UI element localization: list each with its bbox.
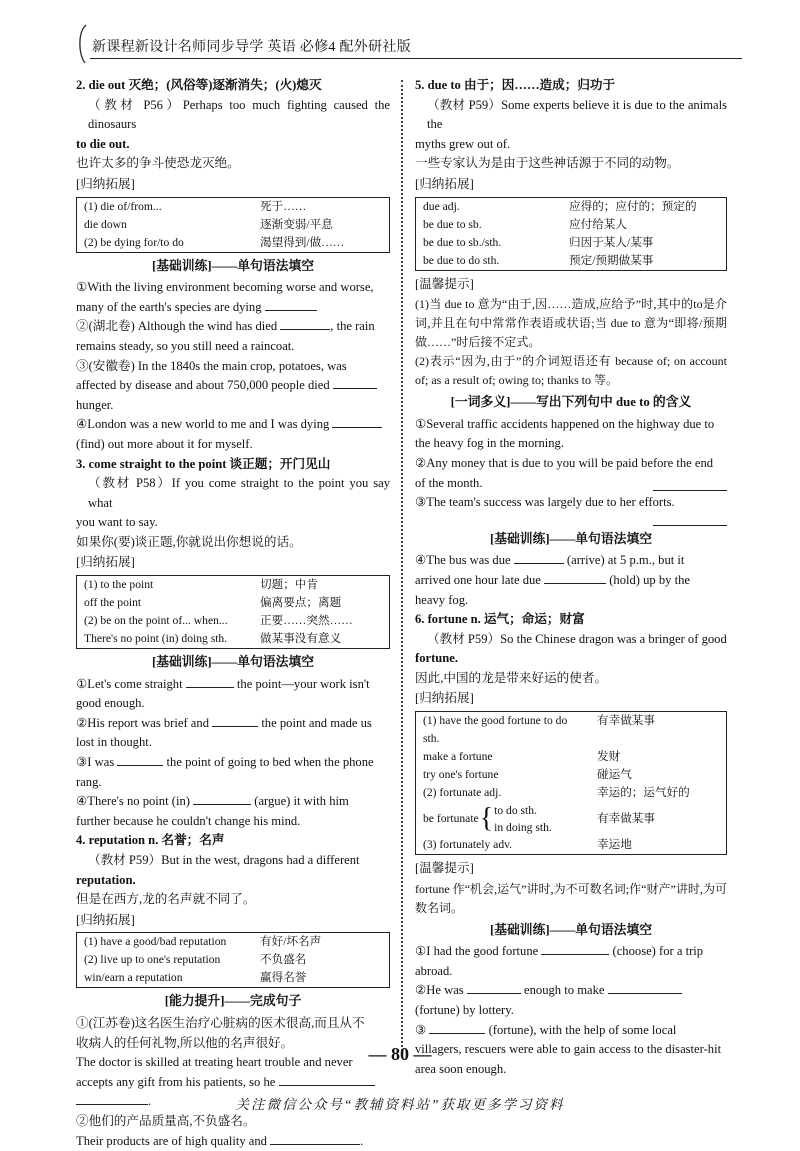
tip-text: fortune 作“机会,运气”讲时,为不可数名词;作“财产”讲时,为可数名词。	[415, 881, 727, 915]
brace-symbol: {	[479, 803, 494, 835]
answer-blank[interactable]	[279, 1073, 375, 1086]
answer-blank[interactable]	[212, 714, 258, 727]
expand-table-fortune	[415, 711, 727, 855]
header-rule	[90, 58, 742, 59]
exercise-line: heavy fog.	[415, 592, 469, 607]
example-translation: 如果你(要)谈正题,你就说出你想说的话。	[76, 534, 302, 549]
answer-blank[interactable]	[514, 551, 564, 564]
exercise-line: the heavy fog in the morning.	[415, 436, 564, 451]
exercise-line: ④There's no point (in) (argue) it with him	[76, 794, 349, 809]
exercise-line: ①I had the good fortune (choose) for a trip	[415, 944, 704, 959]
table-row: be due to do sth. 预定/预期做某事	[423, 253, 654, 267]
answer-blank[interactable]	[653, 478, 727, 491]
example-translation: 也许太多的争斗使恐龙灭绝。	[76, 156, 240, 171]
exercise-line: ②(湖北卷) Although the wind has died , the rain	[76, 319, 375, 334]
example-sentence-end: fortune.	[415, 651, 459, 666]
exercise-line: ②Any money that is due to you will be paid before the end	[415, 455, 714, 470]
exercise-line: (find) out more about it for myself.	[76, 436, 253, 451]
basic-training-title: [基础训练]——单句语法填空	[151, 258, 315, 273]
exercise-line: Their products are of high quality and .	[76, 1133, 364, 1148]
tip-text: (1)当 due to 意为“由于,因……造成,应给予”时,其中的to是介词,并且在句中常常作表语或状语;当 due to 意为“即将/预期做……”时后接不定式。	[415, 297, 727, 350]
answer-blank[interactable]	[467, 981, 521, 994]
table-row: try one's fortune 碰运气	[423, 768, 632, 782]
example-sentence-end: reputation.	[76, 872, 136, 887]
table-row: (1) have the good fortune to do sth. 有幸做某事	[423, 714, 655, 746]
exercise-line	[415, 513, 727, 527]
exercise-line: area soon enough.	[415, 1061, 507, 1076]
exercise-line: ③The team's success was largely due to her efforts.	[415, 495, 675, 510]
exercise-line: ①(江苏卷)这名医生治疗心脏病的医术很高,而且从不	[76, 1015, 365, 1030]
example-sentence-end: to die out.	[76, 136, 130, 151]
answer-blank[interactable]	[544, 571, 606, 584]
exercise-line: ①With the living environment becoming worse and worse,	[76, 280, 374, 295]
expand-tag: [归纳拓展]	[76, 912, 135, 927]
exercise-line: good enough.	[76, 696, 145, 711]
page-number: — 80 —	[368, 1044, 432, 1064]
exercise-line: ③(安徽卷) In the 1840s the main crop, potatoes, was	[76, 358, 347, 373]
header-curve-ornament	[76, 24, 88, 64]
exercise-line: abroad.	[415, 963, 453, 978]
table-row: due adj. 应得的；应付的；预定的	[423, 199, 697, 213]
answer-blank[interactable]	[270, 1132, 360, 1145]
table-row: (2) be on the point of... when... 正要……突然……	[84, 614, 353, 628]
footer-note: 关注微信公众号“教辅资料站”获取更多学习资料	[235, 1097, 565, 1112]
exercise-line: remains steady, so you still need a raincoat.	[76, 338, 295, 353]
exercise-line: ②He was enough to make	[415, 981, 727, 1001]
example-translation: 因此,中国的龙是带来好运的使者。	[415, 670, 608, 685]
example-sentence: （教材 P59）So the Chinese dragon was a bringer of good	[427, 631, 727, 646]
answer-blank[interactable]	[280, 317, 330, 330]
exercise-line: ②他们的产品质量高,不负盛名。	[76, 1113, 256, 1128]
expand-table-die	[76, 197, 390, 253]
answer-blank[interactable]	[193, 792, 251, 805]
exercise-line: ①Let's come straight the point—your work isn't	[76, 676, 370, 691]
left-column	[76, 76, 390, 1151]
ability-title: [能力提升]——完成句子	[164, 994, 302, 1009]
table-row: off the point 偏离要点；离题	[84, 596, 342, 610]
table-row: (1) die of/from... 死于……	[84, 199, 307, 213]
basic-training-title: [基础训练]——单句语法填空	[151, 655, 315, 670]
answer-blank[interactable]	[333, 376, 377, 389]
exercise-line: .	[76, 1092, 390, 1112]
table-row: die down 逐渐变弱/平息	[84, 217, 333, 231]
column-divider	[401, 80, 403, 1055]
item-title-fortune: 6. fortune n. 运气；命运；财富	[415, 612, 585, 627]
expand-tag: [归纳拓展]	[415, 691, 474, 706]
exercise-line: (fortune) by lottery.	[415, 1003, 514, 1018]
expand-table-due	[415, 197, 727, 271]
answer-blank[interactable]	[429, 1021, 485, 1034]
exercise-line: rang.	[76, 774, 102, 789]
table-row: (1) to the point 切题；中肯	[84, 578, 318, 592]
example-sentence: （教材 P58）If you come straight to the point you say what	[88, 476, 390, 510]
page-header-title: 新课程新设计名师同步导学 英语 必修4 配外研社版	[92, 40, 411, 55]
example-sentence-end: myths grew out of.	[415, 136, 511, 151]
expand-tag: [归纳拓展]	[76, 555, 135, 570]
answer-blank[interactable]	[653, 513, 727, 526]
exercise-line: further because he couldn't change his mind.	[76, 813, 301, 828]
answer-blank[interactable]	[186, 675, 234, 688]
exercise-line: of the month.	[415, 474, 727, 494]
example-sentence: （教材 P59）Some experts believe it is due to the animals the	[427, 97, 727, 132]
table-row: make a fortune 发财	[423, 750, 621, 764]
expand-tag: [归纳拓展]	[76, 176, 135, 191]
table-row: be due to sb. 应付给某人	[423, 217, 627, 231]
answer-blank[interactable]	[265, 298, 317, 311]
tip-tag: [温馨提示]	[415, 861, 474, 876]
exercise-line: ②His report was brief and the point and made us	[76, 715, 372, 730]
exercise-line: arrived one hour late due (hold) up by the	[415, 572, 690, 587]
example-sentence: （教材 P59）But in the west, dragons had a different	[88, 853, 360, 867]
table-row: (2) fortunate adj. 幸运的；运气好的	[423, 786, 690, 800]
expand-table-point	[76, 575, 390, 649]
exercise-line: ③I was the point of going to bed when the phone	[76, 755, 374, 770]
table-row: win/earn a reputation 赢得名誉	[84, 971, 307, 985]
tip-text: (2)表示“因为,由于”的介词短语还有 because of; on account of; as a result of; owing to; thanks to 等。	[415, 354, 727, 388]
exercise-line: villagers, rescuers were able to gain access to the disaster-hit	[415, 1042, 722, 1057]
exercise-line: The doctor is skilled at treating heart trouble and never	[76, 1055, 353, 1070]
example-sentence: （教材 P56）Perhaps too much fighting caused the dinosaurs	[88, 97, 390, 132]
exercise-line: ①Several traffic accidents happened on the highway due to	[415, 416, 715, 431]
table-row: (2) live up to one's reputation 不负盛名	[84, 953, 307, 967]
item-title-due-to: 5. due to 由于；因……造成；归功于	[415, 78, 616, 92]
answer-blank[interactable]	[608, 981, 682, 994]
example-translation: 但是在西方,龙的名声就不同了。	[76, 892, 256, 907]
exercise-line: ④The bus was due (arrive) at 5 p.m., but it	[415, 553, 685, 568]
exercise-line: ④London was a new world to me and I was dying	[76, 415, 390, 435]
exercise-line: accepts any gift from his patients, so he	[76, 1073, 390, 1093]
multi-meaning-title: [一词多义]——写出下列句中 due to 的含义	[450, 395, 692, 410]
table-row: (3) fortunately adv. 幸运地	[423, 838, 632, 852]
expand-table-reputation	[76, 932, 390, 988]
exercise-line: many of the earth's species are dying	[76, 298, 390, 318]
table-row: be fortunate{to do sth. in doing sth. 有幸做某事	[423, 803, 655, 835]
basic-training-title: [基础训练]——单句语法填空	[489, 531, 653, 546]
table-row: (2) be dying for/to do 渴望得到/做……	[84, 235, 345, 249]
tip-tag: [温馨提示]	[415, 276, 474, 291]
right-column	[415, 76, 727, 1079]
answer-blank[interactable]	[117, 753, 163, 766]
expand-tag: [归纳拓展]	[415, 176, 474, 191]
answer-blank[interactable]	[541, 942, 609, 955]
table-row: be due to sb./sth. 归因于某人/某事	[423, 235, 654, 249]
exercise-line: lost in thought.	[76, 735, 152, 750]
item-title-come-straight: 3. come straight to the point 谈正题；开门见山	[76, 456, 331, 471]
exercise-line: affected by disease and about 750,000 people died	[76, 376, 390, 396]
table-row: There's no point (in) doing sth. 做某事没有意义	[84, 632, 342, 646]
table-row: (1) have a good/bad reputation 有好/坏名声	[84, 935, 322, 949]
item-title-reputation: 4. reputation n. 名誉；名声	[76, 833, 225, 848]
basic-training-title: [基础训练]——单句语法填空	[489, 922, 653, 937]
exercise-line: ③ (fortune), with the help of some local	[415, 1022, 677, 1037]
example-sentence-end: you want to say.	[76, 515, 158, 530]
exercise-line: 收病人的任何礼物,所以他的名声很好。	[76, 1035, 294, 1050]
exercise-line: hunger.	[76, 397, 114, 412]
item-title-die-out: 2. die out 灭绝；(风俗等)逐渐消失；(火)熄灭	[76, 78, 322, 92]
example-translation: 一些专家认为是由于这些神话源于不同的动物。	[415, 156, 680, 171]
answer-blank[interactable]	[332, 415, 382, 428]
